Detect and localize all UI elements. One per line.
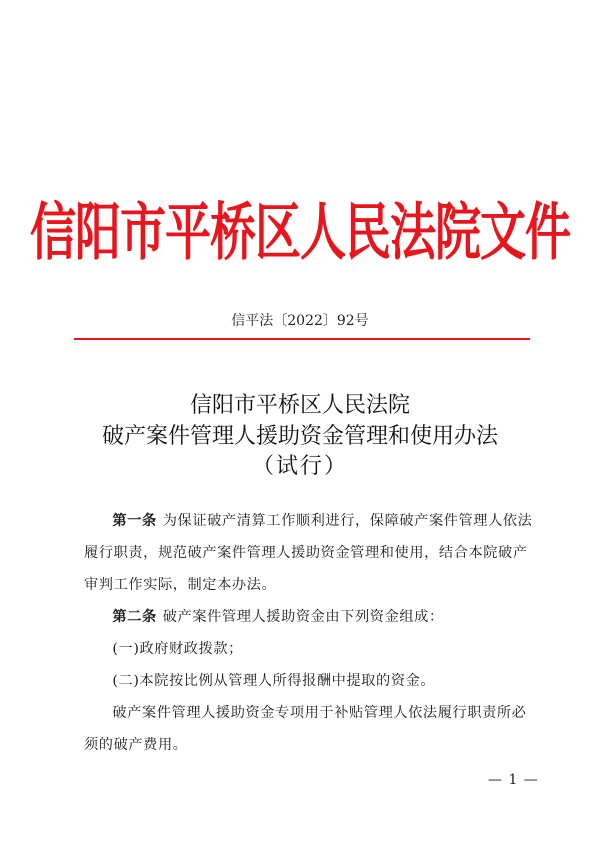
article-1 [84,505,534,601]
paragraph-3: 破产案件管理人援助资金专项用于补贴管理人依法履行职责所必须的破产费用。 [84,705,527,753]
title-line-3: （试行） [251,454,348,479]
article-2-label: 第二条 [112,609,157,625]
document-number: 信平法〔2022〕92号 [231,313,369,329]
article-1-label: 第一条 [112,513,157,529]
document-masthead: 信阳市平桥区人民法院文件 [30,195,570,269]
document-body [84,505,534,761]
list-item-2: (二)本院按比例从管理人所得报酬中提取的资金。 [112,673,436,689]
page-number: — 1 — [488,772,539,788]
article-2 [84,601,534,633]
title-line-2: 破产案件管理人援助资金管理和使用办法 [101,424,498,449]
red-divider-line [74,338,530,340]
article-2-text: 破产案件管理人援助资金由下列资金组成： [162,609,444,625]
title-line-1: 信阳市平桥区人民法院 [189,393,410,418]
list-item-1: (一)政府财政拨款； [112,641,243,657]
article-1-text: 为保证破产清算工作顺利进行，保障破产案件管理人依法履行职责，规范破产案件管理人援助资金管理和使用，结合本院破产审判工作实际，制定本办法。 [84,513,533,593]
